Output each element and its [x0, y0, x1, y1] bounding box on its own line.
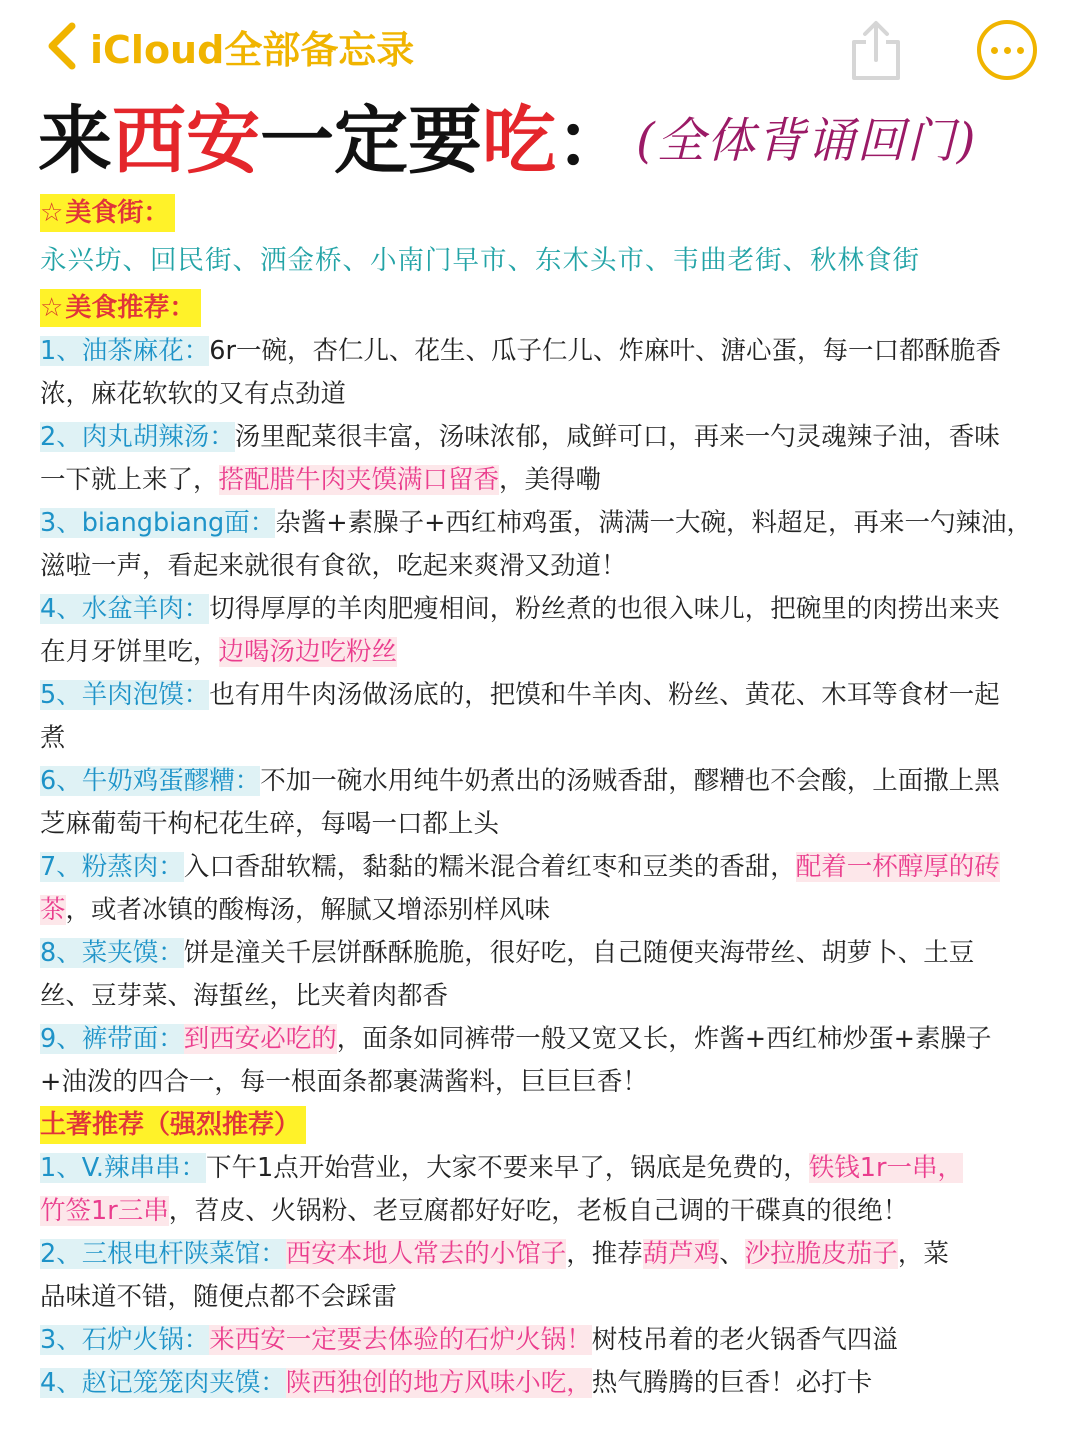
list-item — [40, 1233, 1070, 1276]
back-label: iCloud全部备忘录 — [90, 27, 415, 72]
list-item-cont — [40, 631, 1070, 674]
item-title: 4、赵记笼笼肉夹馍： — [40, 1368, 286, 1398]
note-body[interactable] — [40, 192, 1070, 1405]
back-button[interactable] — [44, 14, 414, 78]
star-icon: ☆ — [40, 198, 64, 228]
item-highlight: 铁钱1r一串， — [808, 1153, 963, 1183]
item-highlight: 来西安一定要去体验的石炉火锅！ — [209, 1325, 592, 1355]
item-text: 杂酱+素臊子+西红柿鸡蛋，满满一大碗，料超足，再来一勺辣油， — [275, 508, 1032, 538]
item-title: 3、biangbiang面： — [40, 508, 276, 538]
item-highlight: 配着一杯醇厚的砖 — [795, 852, 1000, 882]
title-part: 来 — [38, 98, 112, 184]
more-options-button[interactable] — [977, 20, 1037, 80]
item-text: 入口香甜软糯，黏黏的糯米混合着红枣和豆类的香甜， — [183, 852, 796, 882]
item-text: 也有用牛肉汤做汤底的，把馍和牛羊肉、粉丝、黄花、木耳等食材一起 — [209, 680, 1000, 710]
list-item-cont — [40, 717, 1070, 760]
item-text: ，面条如同裤带一般又宽又长，炸酱+西红柿炒蛋+素臊子 — [336, 1024, 992, 1054]
title-part-highlight: 西安 — [112, 98, 260, 184]
list-item — [40, 932, 1070, 975]
list-item-cont — [40, 889, 1070, 932]
item-title: 1、油茶麻花： — [40, 336, 210, 366]
item-title: 9、裤带面： — [40, 1024, 184, 1054]
item-title: 5、羊肉泡馍： — [40, 680, 210, 710]
item-title: 7、粉蒸肉： — [40, 852, 184, 882]
item-text: ，推荐 — [566, 1239, 643, 1269]
top-nav-bar — [0, 0, 1080, 96]
item-text: 汤里配菜很丰富，汤味浓郁，咸鲜可口，再来一勺灵魂辣子油，香味 — [234, 422, 1000, 452]
title-colon: ： — [556, 98, 630, 184]
item-text: 煮 — [40, 723, 66, 753]
item-text: 下午1点开始营业，大家不要来早了，锅底是免费的， — [206, 1153, 809, 1183]
section-label: 美食推荐： — [65, 293, 196, 323]
page-title — [38, 96, 977, 186]
item-title: 8、菜夹馍： — [40, 938, 184, 968]
item-title: 2、三根电杆陕菜馆： — [40, 1239, 286, 1269]
list-item — [40, 502, 1070, 545]
list-item — [40, 1147, 1070, 1190]
item-text: ，或者冰镇的酸梅汤，解腻又增添别样风味 — [65, 895, 551, 925]
item-title: 2、肉丸胡辣汤： — [40, 422, 235, 452]
item-text: 、 — [719, 1239, 745, 1269]
item-text: ，苕皮、火锅粉、老豆腐都好好吃，老板自己调的干碟真的很绝！ — [168, 1196, 909, 1226]
section-label: 土著推荐（强烈推荐） — [40, 1110, 301, 1140]
item-highlight: 沙拉脆皮茄子 — [744, 1239, 898, 1269]
list-item — [40, 846, 1070, 889]
list-item — [40, 1319, 1070, 1362]
share-icon[interactable] — [850, 20, 902, 82]
item-text: ，美得嘞 — [499, 465, 602, 495]
list-item — [40, 416, 1070, 459]
item-text: 丝、豆芽菜、海蜇丝，比夹着肉都香 — [40, 981, 449, 1011]
item-text: 在月牙饼里吃， — [40, 637, 219, 667]
item-highlight: 边喝汤边吃粉丝 — [218, 637, 398, 667]
item-title: 1、V.辣串串： — [40, 1153, 206, 1183]
section-label: 美食街： — [65, 198, 170, 228]
list-item-cont — [40, 1061, 1070, 1104]
list-item-cont — [40, 803, 1070, 846]
list-item — [40, 330, 1070, 373]
item-title: 3、石炉火锅： — [40, 1325, 210, 1355]
item-text: 芝麻葡萄干枸杞花生碎，每喝一口都上头 — [40, 809, 500, 839]
item-text: +油泼的四合一，每一根面条都裹满酱料，巨巨巨香！ — [40, 1067, 648, 1097]
item-title: 6、牛奶鸡蛋醪糟： — [40, 766, 261, 796]
chevron-left-icon — [44, 22, 80, 70]
section-heading-food-recommend — [40, 287, 1070, 330]
item-text: 品味道不错，随便点都不会踩雷 — [40, 1282, 398, 1312]
list-item — [40, 760, 1070, 803]
title-part: 一定要 — [260, 98, 482, 184]
section-heading-food-streets — [40, 192, 1070, 235]
item-text: ，菜 — [897, 1239, 949, 1269]
list-item — [40, 1018, 1070, 1061]
food-streets-list: 永兴坊、回民街、洒金桥、小南门早市、东木头市、韦曲老街、秋林食街 — [40, 245, 920, 276]
item-text: 不加一碗水用纯牛奶煮出的汤贼香甜，醪糟也不会酸，上面撒上黑 — [260, 766, 1000, 796]
item-text: 浓，麻花软软的又有点劲道 — [40, 379, 347, 409]
star-icon: ☆ — [40, 293, 64, 323]
item-title: 4、水盆羊肉： — [40, 594, 210, 624]
item-text: 滋啦一声，看起来就很有食欲，吃起来爽滑又劲道！ — [40, 551, 627, 581]
item-highlight: 竹签1r三串 — [40, 1196, 169, 1226]
title-part-highlight: 吃 — [482, 98, 556, 184]
item-highlight: 西安本地人常去的小馆子 — [285, 1239, 567, 1269]
list-item — [40, 1362, 1070, 1405]
title-handwritten-note: (全体背诵回门) — [636, 113, 978, 169]
list-item-cont — [40, 1190, 1070, 1233]
item-text: 切得厚厚的羊肉肥瘦相间，粉丝煮的也很入味儿，把碗里的肉捞出来夹 — [209, 594, 1000, 624]
item-highlight: 陕西独创的地方风味小吃， — [285, 1368, 592, 1398]
more-icon-dot — [1017, 47, 1024, 54]
item-highlight: 茶 — [40, 895, 66, 925]
section-heading-local-recommend — [40, 1104, 1070, 1147]
item-text: 树枝吊着的老火锅香气四溢 — [591, 1325, 898, 1355]
item-highlight: 搭配腊牛肉夹馍满口留香 — [218, 465, 500, 495]
item-text: 热气腾腾的巨香！必打卡 — [591, 1368, 873, 1398]
list-item — [40, 588, 1070, 631]
list-item-cont — [40, 975, 1070, 1018]
list-item — [40, 674, 1070, 717]
list-item-cont — [40, 459, 1070, 502]
item-text: 一下就上来了， — [40, 465, 219, 495]
list-item-cont — [40, 373, 1070, 416]
more-icon-dot — [1004, 47, 1011, 54]
more-icon-dot — [991, 47, 998, 54]
item-text: 6r一碗，杏仁儿、花生、瓜子仁儿、炸麻叶、溏心蛋，每一口都酥脆香 — [209, 336, 1001, 366]
item-highlight: 葫芦鸡 — [642, 1239, 720, 1269]
item-highlight: 到西安必吃的 — [183, 1024, 337, 1054]
list-item-cont — [40, 545, 1070, 588]
list-item-cont — [40, 1276, 1070, 1319]
item-text: 饼是潼关千层饼酥酥脆脆，很好吃，自己随便夹海带丝、胡萝卜、土豆 — [183, 938, 975, 968]
